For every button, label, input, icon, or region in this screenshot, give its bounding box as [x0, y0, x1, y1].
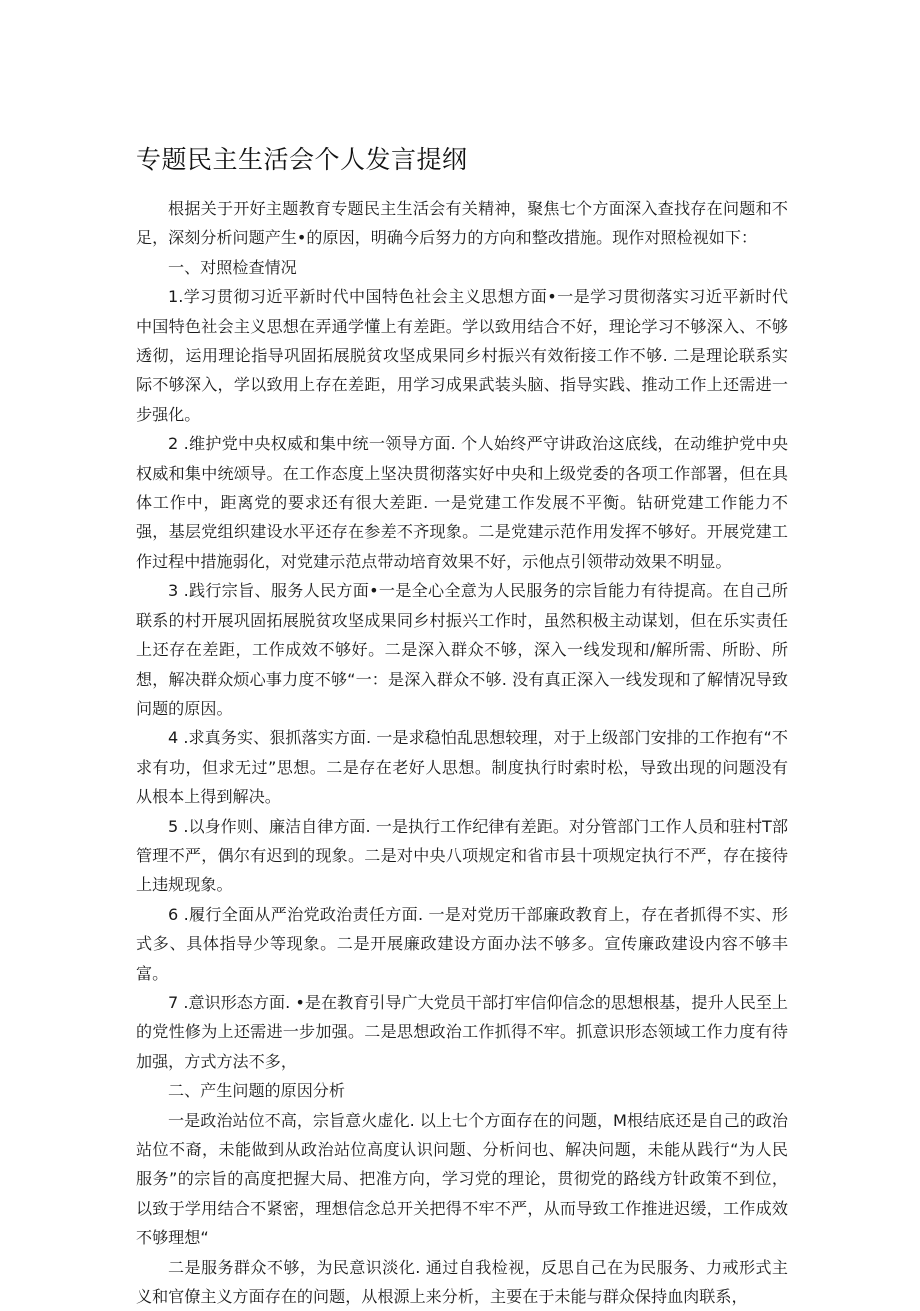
item-paragraph-1: 1.学习贯彻习近平新时代中国特色社会主义思想方面•一是学习贯彻落实习近平新时代中国特色社会主义思想在弄通学懂上有差距。学以致用结合不好，理论学习不够深入、不够透彻，运用理论指导巩固拓展脱贫攻坚成果同乡村振兴有效衔接工作不够. 二是理论联系实际不够深入，学以致用上存在差距，用学习成果武装头脑、指导实践、推动工作上还需进一步强化。 [136, 287, 788, 424]
cause-paragraph-2: 二是服务群众不够，为民意识淡化. 通过自我检视，反思自己在为民服务、力戒形式主义和官僚主义方面存在的问题，从根源上来分析，主要在于未能与群众保持血肉联系， [136, 1257, 788, 1307]
cause-paragraph-1: 一是政治站位不高，宗旨意火虚化. 以上七个方面存在的问题，M根结底还是自己的政治站位不裔，未能做到从政治站位高度认识问题、分析问也、解决问题，未能从践行“为人民服务”的宗旨的高度把握大局、把准方向，学习党的理论，贯彻党的路线方针政策不到位，以致于学用结合不紧密，理想信念总开关把得不牢不严，从而导致工作推进迟缓，工作成效不够理想“ [136, 1110, 788, 1248]
section-heading-2: 二、产生问题的原因分析 [168, 1081, 346, 1101]
document-body [136, 194, 788, 1311]
item-paragraph-6: 6 .履行全面从严治党政治责任方面. 一是对党历干部廉政教育上，存在者抓得不实、形式多、具体指导少等现象。二是开展廉政建设方面办法不够多。宣传廉政建设内容不够丰富。 [136, 904, 788, 983]
item-paragraph-4: 4 .求真务实、狠抓落实方面. 一是求稳怕乱思想较理，对于上级部门安排的工作抱有“不求有功，但求无过”思想。二是存在老好人思想。制度执行时索时松，导致出现的问题没有从根本上得到解决。 [136, 728, 788, 807]
item-paragraph-7: 7 .意识形态方面. •是在教育引导广大党员干部打牢信仰信念的思想根基，提升人民至上的党性修为上还需进一步加强。二是思想政治工作抓得不牢。抓意识形态领域工作力度有待加强，方式方法不多， [136, 992, 788, 1071]
item-paragraph-2: 2 .维护党中央权威和集中统一领导方面. 个人始终严守讲政治这底线，在动维护党中央权威和集中统颂导。在工作态度上坚决贯彻落实好中央和上级党委的各项工作部署，但在具体工作中，距离党的要求还有很大差距. 一是党建工作发展不平衡。钻研党建工作能力不强，基层党组织建设水平还存在参差不齐现象。二是党建示范作用发挥不够好。开展党建工作过程中措施弱化，对党建示范点带动培育效果不好，示他点引领带动效果不明显。 [136, 434, 788, 571]
document-title: 专题民主生活会个人发言提纲 [136, 145, 468, 174]
intro-paragraph: 根据关于开好主题教育专题民主生活会有关精神，聚焦七个方面深入查找存在问题和不足，深刻分析问题产生•的原因，明确今后努力的方向和整改措施。现作对照检视如下： [136, 199, 788, 248]
item-paragraph-5: 5 .以身作则、廉洁自律方面. 一是执行工作纪律有差距。对分管部门工作人员和驻村T部管理不严，偶尔有迟到的现象。二是对中央八项规定和省市县十项规定执行不严，存在接待上违规现象。 [136, 816, 788, 895]
item-paragraph-3: 3 .践行宗旨、服务人民方面•一是全心全意为人民服务的宗旨能力有待提高。在自己所联系的村开展巩固拓展脱贫攻坚成果同乡村振兴工作时，虽然积极主动谋划，但在乐实责任上还存在差距，工作成效不够好。二是深入群众不够，深入一线发现和/解所需、所盼、所想，解决群众烦心事力度不够“一：是深入群众不够. 没有真正深入一线发现和了解情况导致问题的原因。 [136, 581, 788, 718]
section-heading-1: 一、对照检查情况 [168, 257, 297, 277]
